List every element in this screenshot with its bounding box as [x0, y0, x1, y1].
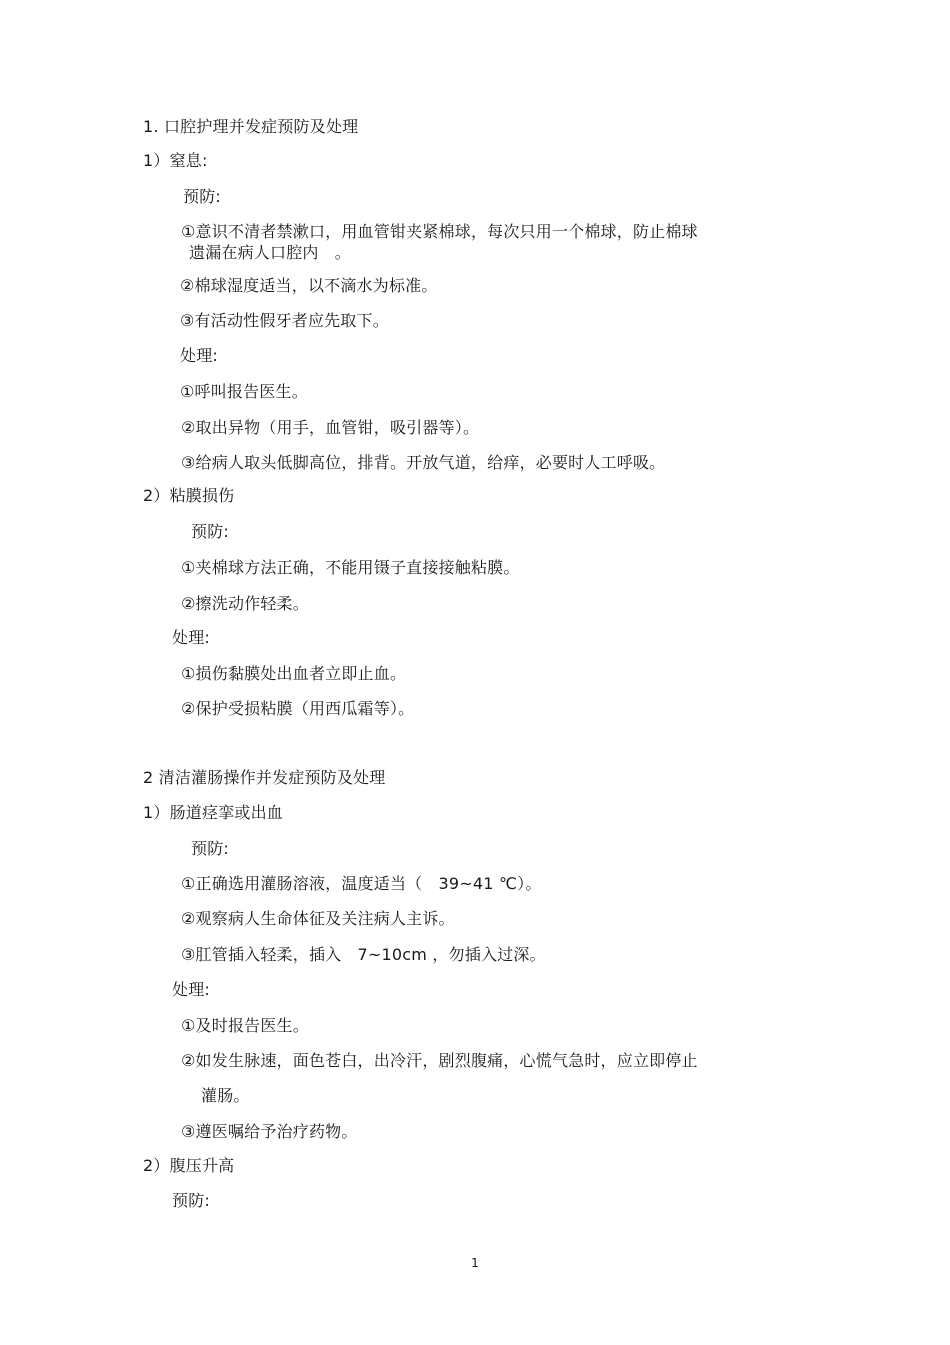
list-item: ②保护受损粘膜（用西瓜霜等）。	[181, 699, 415, 718]
list-item: ③给病人取头低脚高位，排背。开放气道，给痒，必要时人工呼吸。	[181, 453, 666, 472]
prevention-label: 预防:	[183, 187, 221, 206]
list-item: ③有活动性假牙者应先取下。	[180, 311, 389, 330]
subsection-heading: 2）粘膜损伤	[143, 486, 235, 505]
subsection-heading: 1）肠道痉挛或出血	[143, 803, 283, 822]
list-item: ③肛管插入轻柔，插入 7~10cm ，勿插入过深。	[181, 945, 546, 964]
subsection-heading: 2）腹压升高	[143, 1156, 235, 1175]
list-item: ②观察病人生命体征及关注病人主诉。	[181, 909, 455, 928]
prevention-label: 预防:	[191, 839, 229, 858]
list-item: ②擦洗动作轻柔。	[181, 594, 309, 613]
list-item: ①正确选用灌肠溶液，温度适当（ 39~41 ℃）。	[181, 874, 542, 893]
page-number: 1	[471, 1256, 479, 1270]
list-item: ①损伤黏膜处出血者立即止血。	[181, 664, 407, 683]
list-item: ②如发生脉速，面色苍白，出冷汗，剧烈腹痛，心慌气急时，应立即停止	[181, 1051, 698, 1070]
prevention-label: 预防:	[191, 522, 229, 541]
section-heading: 1. 口腔护理并发症预防及处理	[143, 117, 359, 136]
list-item: ①夹棉球方法正确，不能用镊子直接接触粘膜。	[181, 558, 520, 577]
treatment-label: 处理:	[172, 980, 210, 999]
list-item: ①意识不清者禁漱口，用血管钳夹紧棉球，每次只用一个棉球，防止棉球	[181, 222, 698, 241]
list-item: ①呼叫报告医生。	[180, 382, 308, 401]
subsection-heading: 1）窒息:	[143, 151, 208, 170]
prevention-label: 预防:	[172, 1191, 210, 1210]
treatment-label: 处理:	[172, 628, 210, 647]
section-heading: 2 清洁灌肠操作并发症预防及处理	[143, 768, 386, 787]
list-item: ①及时报告医生。	[181, 1016, 309, 1035]
list-item: ③遵医嘱给予治疗药物。	[181, 1122, 358, 1141]
list-item-continuation: 遗漏在病人口腔内 。	[189, 243, 352, 262]
list-item: ②取出异物（用手，血管钳，吸引器等）。	[181, 418, 480, 437]
list-item: ②棉球湿度适当，以不滴水为标准。	[180, 276, 438, 295]
treatment-label: 处理:	[180, 346, 218, 365]
list-item-continuation: 灌肠。	[201, 1086, 250, 1105]
